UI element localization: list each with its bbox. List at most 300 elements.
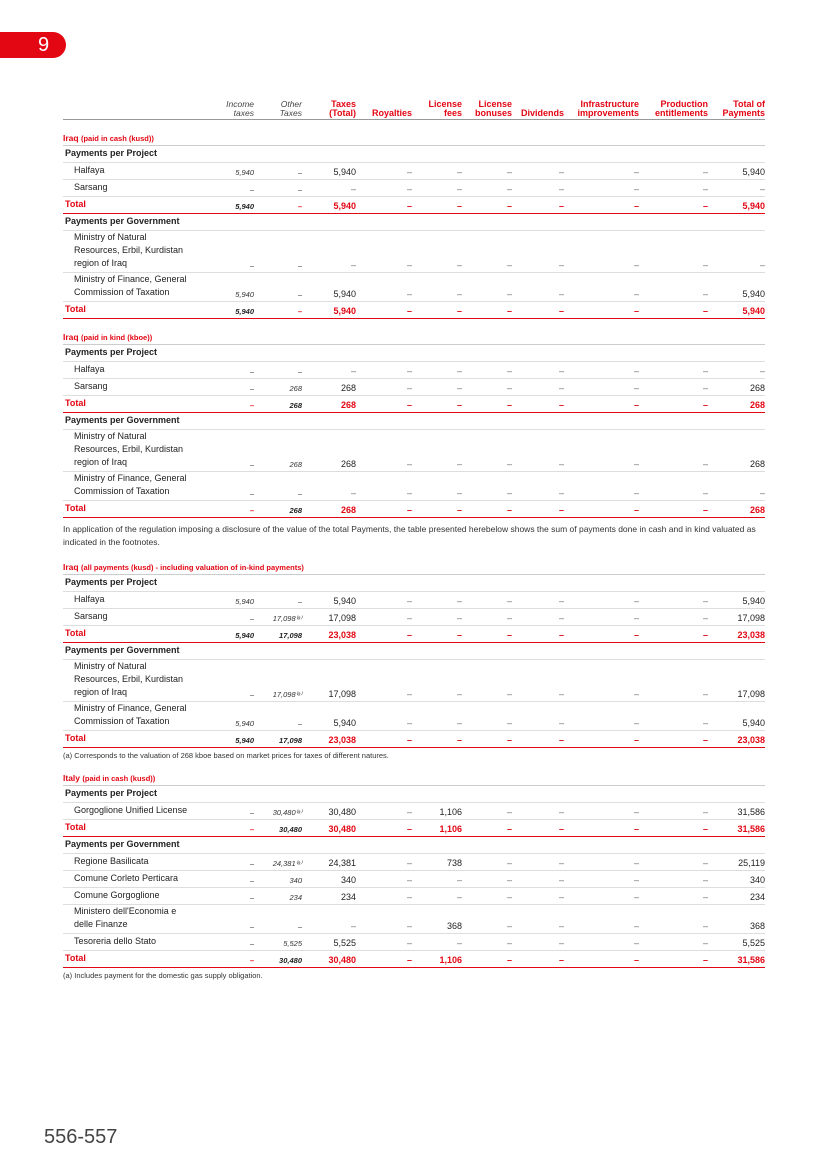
column-header: Other Taxes [279, 99, 302, 118]
table-cell [564, 589, 639, 591]
sections-container [63, 133, 765, 980]
table-cell: – [297, 597, 302, 606]
table-row [63, 888, 765, 905]
table-cell [462, 228, 512, 230]
table-cell: 268 [289, 460, 302, 469]
table-cell: – [633, 488, 639, 498]
table-cell: – [558, 921, 564, 931]
table-cell: 1,106 [439, 824, 462, 834]
table-cell [302, 657, 356, 659]
table-cell: – [406, 184, 412, 194]
table-cell [356, 359, 412, 361]
table-cell: 368 [749, 921, 765, 931]
table-cell: – [350, 488, 356, 498]
table-cell: – [558, 807, 564, 817]
table-cell [412, 427, 462, 429]
table-cell: – [406, 505, 412, 515]
table-cell: 5,940 [333, 289, 356, 299]
table-cell: – [456, 201, 462, 211]
table-cell: – [702, 955, 708, 965]
table-cell: – [506, 807, 512, 817]
table-cell: – [249, 922, 254, 931]
table-cell [564, 228, 639, 230]
table-cell: – [702, 488, 708, 498]
table-cell: 234 [340, 892, 356, 902]
table-cell: – [406, 824, 412, 834]
table-cell [564, 851, 639, 853]
table-cell: – [558, 735, 564, 745]
table-cell: 268 [340, 459, 356, 469]
table-cell: 5,525 [333, 938, 356, 948]
table-cell: – [406, 892, 412, 902]
table-cell [564, 160, 639, 162]
table-cell: – [633, 689, 639, 699]
table-cell [708, 228, 765, 230]
table-cell: 738 [446, 858, 462, 868]
table-cell [639, 851, 708, 853]
table-cell: – [350, 260, 356, 270]
table-cell: 5,940 [742, 167, 765, 177]
section-country: Iraq [63, 133, 81, 143]
row-label: Total [65, 199, 86, 209]
table-cell [412, 657, 462, 659]
table-cell: – [456, 718, 462, 728]
table-cell [217, 589, 254, 591]
table-cell: – [506, 505, 512, 515]
table-cell [564, 427, 639, 429]
table-cell: – [406, 366, 412, 376]
row-label: Total [65, 304, 86, 314]
row-label: Ministry of Natural Resources, Erbil, Kurdistan region of Iraq [74, 661, 184, 697]
section-unit-note: (paid in cash (kusd)) [82, 774, 156, 783]
row-label: Comune Gorgoglione [74, 890, 160, 900]
footnote: (a) Includes payment for the domestic gas supply obligation. [63, 971, 263, 980]
subheader-row [63, 345, 765, 362]
row-label: Regione Basilicata [74, 856, 149, 866]
table-cell: 17,098⁽ᵃ⁾ [272, 690, 302, 699]
table-cell [639, 359, 708, 361]
table-cell [217, 800, 254, 802]
table-cell: – [633, 505, 639, 515]
table-cell [302, 228, 356, 230]
table-cell: – [702, 613, 708, 623]
table-cell: – [406, 630, 412, 640]
section-title [63, 773, 765, 786]
table-cell: 17,098 [737, 613, 765, 623]
subheader-row [63, 413, 765, 430]
table-cell: 268 [749, 383, 765, 393]
table-cell: – [406, 488, 412, 498]
table-cell [639, 657, 708, 659]
table-cell: – [249, 460, 254, 469]
table-cell: 5,940 [742, 596, 765, 606]
table-cell [217, 228, 254, 230]
table-cell: – [456, 735, 462, 745]
row-label: Payments per Government [65, 839, 180, 849]
table-cell: 5,940 [235, 307, 254, 316]
table-cell: – [406, 858, 412, 868]
table-cell: – [506, 858, 512, 868]
table-cell: 24,381 [328, 858, 356, 868]
table-cell [412, 851, 462, 853]
table-cell: 340 [289, 876, 302, 885]
table-cell: – [633, 824, 639, 834]
table-cell: – [406, 201, 412, 211]
table-cell [356, 160, 412, 162]
total-row [63, 731, 765, 748]
table-row [63, 163, 765, 180]
table-cell: – [406, 955, 412, 965]
table-cell [708, 800, 765, 802]
table-cell: – [456, 306, 462, 316]
table-cell: 30,480⁽ᵃ⁾ [272, 808, 302, 817]
table-cell: 5,940 [235, 597, 254, 606]
subheader-row [63, 837, 765, 854]
table-cell: – [456, 938, 462, 948]
table-cell: – [456, 488, 462, 498]
table-cell: – [702, 735, 708, 745]
table-cell: 17,098 [328, 613, 356, 623]
section-unit-note: (all payments (kusd) - including valuation of in-kind payments) [80, 563, 304, 572]
table-cell: – [633, 921, 639, 931]
table-row [63, 592, 765, 609]
table-cell: – [350, 184, 356, 194]
table-cell: 31,586 [737, 824, 765, 834]
total-row [63, 626, 765, 643]
table-cell [512, 228, 564, 230]
table-cell: – [702, 383, 708, 393]
table-cell: – [558, 630, 564, 640]
column-header: License bonuses [474, 99, 512, 118]
table-cell [708, 427, 765, 429]
table-cell [302, 427, 356, 429]
column-header: Production entitlements [654, 99, 708, 118]
row-label: Comune Corleto Perticara [74, 873, 179, 883]
table-cell: – [249, 956, 254, 965]
table-cell: – [406, 459, 412, 469]
table-cell: – [633, 875, 639, 885]
table-cell: – [456, 875, 462, 885]
table-cell: – [456, 184, 462, 194]
table-cell: 268 [749, 505, 765, 515]
table-cell: – [506, 459, 512, 469]
table-cell: 23,038 [737, 735, 765, 745]
table-cell: – [702, 459, 708, 469]
table-cell: – [633, 167, 639, 177]
table-cell [462, 800, 512, 802]
section-title [63, 562, 765, 575]
table-header [63, 98, 765, 120]
table-cell: – [633, 613, 639, 623]
table-cell: – [456, 167, 462, 177]
table-cell: – [558, 201, 564, 211]
table-cell: – [702, 858, 708, 868]
table-cell: 23,038 [328, 630, 356, 640]
table-cell [302, 359, 356, 361]
table-cell: – [406, 689, 412, 699]
table-cell [512, 589, 564, 591]
table-cell: 17,098 [279, 736, 302, 745]
table-cell: – [558, 505, 564, 515]
table-cell: – [506, 735, 512, 745]
table-cell: – [456, 505, 462, 515]
row-label: Ministry of Finance, General Commission of Taxation [74, 274, 187, 297]
total-row [63, 302, 765, 319]
table-row [63, 660, 765, 702]
table-cell: – [702, 875, 708, 885]
intro-paragraph: In application of the regulation imposing a disclosure of the value of the total Payments, the table presented herebelow shows the sum of payments done in cash and in kind valuated as indicated in the footnotes. [63, 524, 756, 547]
table-cell: 268 [749, 459, 765, 469]
table-cell: – [702, 938, 708, 948]
row-label: Total [65, 733, 86, 743]
table-cell [512, 851, 564, 853]
payments-report [63, 98, 765, 980]
table-cell [254, 589, 302, 591]
table-cell: – [506, 260, 512, 270]
table-cell: – [759, 260, 765, 270]
table-cell: – [633, 718, 639, 728]
table-cell: 268 [340, 505, 356, 515]
column-header: Income taxes [226, 99, 254, 118]
table-cell: – [297, 719, 302, 728]
section-country: Iraq [63, 332, 81, 342]
table-cell [639, 427, 708, 429]
table-cell [254, 228, 302, 230]
table-cell: 24,381⁽ᵃ⁾ [272, 859, 302, 868]
table-cell: – [702, 400, 708, 410]
table-cell: – [297, 290, 302, 299]
table-cell [708, 851, 765, 853]
table-cell: – [558, 824, 564, 834]
table-cell: – [506, 596, 512, 606]
row-label: Tesoreria dello Stato [74, 936, 157, 946]
table-cell: – [506, 289, 512, 299]
table-cell: – [506, 184, 512, 194]
table-cell: – [506, 689, 512, 699]
table-cell: – [456, 613, 462, 623]
table-cell: – [506, 955, 512, 965]
table-cell: – [506, 488, 512, 498]
table-cell [302, 589, 356, 591]
table-cell [462, 160, 512, 162]
table-cell [512, 160, 564, 162]
table-cell: – [406, 167, 412, 177]
table-cell: – [406, 875, 412, 885]
table-cell: – [633, 306, 639, 316]
table-cell: – [506, 892, 512, 902]
table-cell: 5,940 [742, 306, 765, 316]
table-cell: – [249, 893, 254, 902]
table-cell: – [702, 807, 708, 817]
table-cell: – [759, 488, 765, 498]
table-row [63, 803, 765, 820]
table-cell [356, 657, 412, 659]
total-row [63, 396, 765, 413]
table-cell: – [633, 201, 639, 211]
table-cell: – [297, 367, 302, 376]
row-label: Payments per Project [65, 148, 158, 158]
table-cell: – [702, 718, 708, 728]
table-cell: – [633, 892, 639, 902]
footnote: (a) Corresponds to the valuation of 268 kboe based on market prices for taxes of different natures. [63, 751, 389, 760]
table-cell: – [558, 613, 564, 623]
table-cell: 31,586 [737, 955, 765, 965]
table-cell [254, 800, 302, 802]
table-row [63, 472, 765, 501]
table-cell: 5,940 [235, 168, 254, 177]
column-header: License fees [428, 99, 462, 118]
table-cell: – [249, 261, 254, 270]
section-title [63, 332, 765, 345]
table-cell: – [702, 306, 708, 316]
page-numbers: 556-557 [44, 1126, 118, 1148]
table-cell: 30,480 [328, 807, 356, 817]
table-cell: – [702, 201, 708, 211]
table-row [63, 362, 765, 379]
table-cell [512, 359, 564, 361]
table-cell: – [456, 689, 462, 699]
table-cell: – [702, 505, 708, 515]
table-cell: 5,940 [235, 736, 254, 745]
row-label: Halfaya [74, 165, 105, 175]
table-cell: 5,940 [333, 718, 356, 728]
table-cell: – [406, 289, 412, 299]
row-label: Halfaya [74, 594, 105, 604]
total-row [63, 820, 765, 837]
table-cell: 17,098 [328, 689, 356, 699]
table-cell: – [633, 400, 639, 410]
row-label: Ministry of Finance, General Commission of Taxation [74, 473, 187, 496]
table-cell [302, 800, 356, 802]
table-cell [254, 657, 302, 659]
table-cell: – [506, 383, 512, 393]
table-cell: – [456, 630, 462, 640]
table-cell [512, 427, 564, 429]
table-cell: – [558, 167, 564, 177]
table-cell: – [297, 307, 302, 316]
column-header: Total of Payments [722, 99, 765, 118]
column-header: Royalties [371, 108, 412, 118]
table-cell: – [456, 366, 462, 376]
table-cell: – [702, 596, 708, 606]
table-cell [512, 800, 564, 802]
row-label: Payments per Project [65, 347, 158, 357]
table-cell: – [506, 630, 512, 640]
table-cell: – [633, 938, 639, 948]
table-cell: – [297, 168, 302, 177]
table-cell: – [249, 876, 254, 885]
column-header: Infrastructure improvements [577, 99, 639, 118]
table-cell: – [702, 366, 708, 376]
table-cell: – [297, 185, 302, 194]
table-cell: – [406, 718, 412, 728]
table-cell: – [506, 306, 512, 316]
row-label: Sarsang [74, 182, 108, 192]
table-cell: 234 [749, 892, 765, 902]
table-cell: – [249, 384, 254, 393]
subheader-row [63, 786, 765, 803]
table-cell: – [506, 613, 512, 623]
table-cell: – [297, 202, 302, 211]
table-cell: 5,940 [235, 631, 254, 640]
table-cell: 5,940 [235, 202, 254, 211]
table-cell [356, 800, 412, 802]
table-cell: – [558, 184, 564, 194]
table-cell [564, 359, 639, 361]
table-cell: – [702, 184, 708, 194]
table-cell: – [406, 383, 412, 393]
table-cell [254, 427, 302, 429]
table-cell: – [249, 614, 254, 623]
table-cell: – [558, 892, 564, 902]
table-cell: – [249, 185, 254, 194]
table-cell: – [249, 825, 254, 834]
table-cell [412, 800, 462, 802]
table-cell: 340 [340, 875, 356, 885]
table-cell [217, 657, 254, 659]
table-row [63, 934, 765, 951]
table-cell: 5,940 [333, 167, 356, 177]
table-cell [462, 359, 512, 361]
column-header: Taxes (Total) [329, 99, 356, 118]
row-label: Ministry of Natural Resources, Erbil, Kurdistan region of Iraq [74, 431, 184, 467]
table-cell [412, 589, 462, 591]
table-cell [639, 589, 708, 591]
table-cell: – [249, 939, 254, 948]
row-label: Total [65, 398, 86, 408]
table-cell: – [297, 261, 302, 270]
table-cell: – [558, 718, 564, 728]
table-cell [462, 851, 512, 853]
subheader-row [63, 643, 765, 660]
table-row [63, 379, 765, 396]
table-cell: – [633, 459, 639, 469]
row-label: Total [65, 503, 86, 513]
total-row [63, 501, 765, 518]
row-label: Sarsang [74, 381, 108, 391]
table-cell: – [350, 921, 356, 931]
table-cell: – [558, 260, 564, 270]
table-cell: – [702, 689, 708, 699]
table-row [63, 430, 765, 472]
table-cell: – [506, 400, 512, 410]
table-cell: 23,038 [328, 735, 356, 745]
row-label: Ministry of Finance, General Commission of Taxation [74, 703, 187, 726]
table-cell: – [406, 260, 412, 270]
subheader-row [63, 575, 765, 592]
table-cell: – [558, 383, 564, 393]
table-cell: 1,106 [439, 955, 462, 965]
table-cell: 5,940 [235, 719, 254, 728]
table-cell: – [249, 859, 254, 868]
table-cell [217, 160, 254, 162]
subheader-row [63, 146, 765, 163]
table-cell: – [249, 808, 254, 817]
table-cell [217, 851, 254, 853]
subheader-row [63, 214, 765, 231]
table-cell: – [759, 184, 765, 194]
table-row [63, 905, 765, 934]
table-cell: 17,098 [737, 689, 765, 699]
row-label: Total [65, 822, 86, 832]
section-country: Italy [63, 773, 83, 783]
table-cell: – [633, 807, 639, 817]
table-cell: – [506, 366, 512, 376]
row-label: Payments per Government [65, 216, 180, 226]
table-cell: – [456, 892, 462, 902]
table-cell [708, 657, 765, 659]
table-cell [708, 160, 765, 162]
